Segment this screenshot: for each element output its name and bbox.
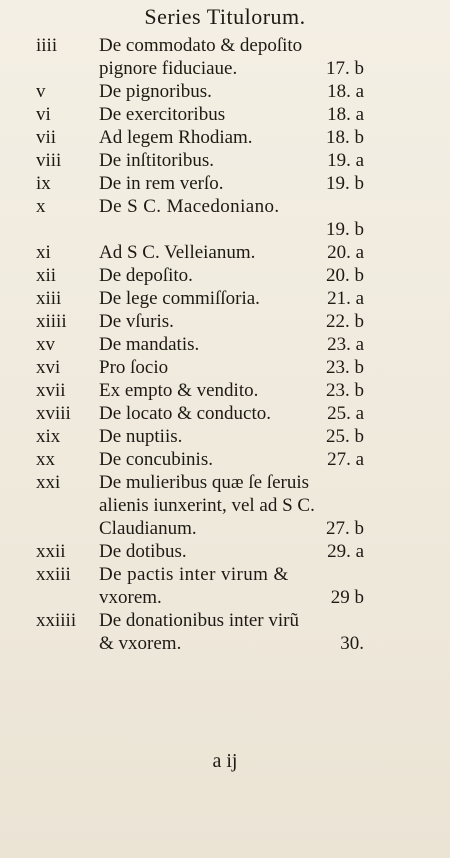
entry-title: Ex empto & vendito. bbox=[99, 380, 259, 401]
toc-row bbox=[0, 632, 450, 655]
entry-title: De mandatis. bbox=[99, 334, 200, 355]
entry-title: De lege commiſſoria. bbox=[99, 288, 260, 309]
toc-row bbox=[0, 103, 450, 126]
entry-page: 23. a bbox=[327, 334, 364, 355]
entry-number: xiiii bbox=[36, 311, 67, 332]
entry-title: De dotibus. bbox=[99, 541, 187, 562]
entry-number: xx bbox=[36, 449, 55, 470]
toc-row bbox=[0, 310, 450, 333]
entry-page: 27. a bbox=[327, 449, 364, 470]
entry-title: De depoſito. bbox=[99, 265, 193, 286]
entry-number: xviii bbox=[36, 403, 71, 424]
toc-row bbox=[0, 356, 450, 379]
entry-number: xvii bbox=[36, 380, 66, 401]
entry-title: De concubinis. bbox=[99, 449, 213, 470]
entry-number: xxii bbox=[36, 541, 66, 562]
entry-page: 19. a bbox=[327, 150, 364, 171]
entry-number: xxiii bbox=[36, 564, 71, 585]
entry-title: De locato & conducto. bbox=[99, 403, 272, 424]
entry-page: 23. b bbox=[326, 380, 364, 401]
entry-page: 17. b bbox=[326, 58, 364, 79]
entry-title: De donationibus inter virũ bbox=[99, 610, 299, 631]
entry-page: 18. b bbox=[326, 127, 364, 148]
toc-row bbox=[0, 172, 450, 195]
table-of-contents bbox=[0, 34, 450, 655]
entry-title: De in rem verſo. bbox=[99, 173, 224, 194]
entry-number: x bbox=[36, 196, 46, 217]
toc-row bbox=[0, 609, 450, 632]
toc-row bbox=[0, 563, 450, 586]
entry-title: De commodato & depoſito bbox=[99, 35, 303, 56]
entry-number: xxiiii bbox=[36, 610, 77, 631]
toc-row bbox=[0, 34, 450, 57]
entry-title: De inſtitoribus. bbox=[99, 150, 215, 171]
entry-title: De mulieribus quæ ſe ſeruis bbox=[99, 472, 310, 493]
toc-row bbox=[0, 264, 450, 287]
entry-number: viii bbox=[36, 150, 62, 171]
entry-title: Ad legem Rhodiam. bbox=[99, 127, 253, 148]
entry-page: 18. a bbox=[327, 104, 364, 125]
entry-number: xvi bbox=[36, 357, 61, 378]
entry-page: 29 b bbox=[330, 587, 364, 608]
toc-row bbox=[0, 425, 450, 448]
toc-row bbox=[0, 218, 450, 241]
entry-page: 22. b bbox=[326, 311, 364, 332]
entry-number: v bbox=[36, 81, 46, 102]
entry-number: iiii bbox=[36, 35, 58, 56]
entry-page: 29. a bbox=[327, 541, 364, 562]
toc-row bbox=[0, 586, 450, 609]
toc-row bbox=[0, 57, 450, 80]
signature-mark: a ij bbox=[212, 750, 238, 772]
entry-page: 19. b bbox=[326, 219, 364, 240]
toc-row bbox=[0, 241, 450, 264]
entry-page: 30. bbox=[340, 633, 364, 654]
entry-number: xix bbox=[36, 426, 61, 447]
running-header: Series Titulorum. bbox=[144, 4, 306, 29]
toc-row bbox=[0, 471, 450, 494]
toc-row bbox=[0, 379, 450, 402]
toc-row bbox=[0, 517, 450, 540]
entry-title: & vxorem. bbox=[99, 633, 182, 654]
entry-number: vi bbox=[36, 104, 51, 125]
toc-row bbox=[0, 80, 450, 103]
entry-title: Claudianum. bbox=[99, 518, 197, 539]
toc-row bbox=[0, 126, 450, 149]
toc-row bbox=[0, 448, 450, 471]
entry-title: De vſuris. bbox=[99, 311, 174, 332]
entry-number: xxi bbox=[36, 472, 61, 493]
entry-number: xv bbox=[36, 334, 55, 355]
entry-page: 20. b bbox=[326, 265, 364, 286]
toc-row bbox=[0, 540, 450, 563]
toc-row bbox=[0, 195, 450, 218]
entry-page: 25. b bbox=[326, 426, 364, 447]
toc-row bbox=[0, 402, 450, 425]
entry-title: De exercitoribus bbox=[99, 104, 226, 125]
entry-page: 19. b bbox=[326, 173, 364, 194]
toc-row bbox=[0, 287, 450, 310]
toc-row bbox=[0, 149, 450, 172]
toc-row bbox=[0, 333, 450, 356]
entry-number: ix bbox=[36, 173, 51, 194]
entry-title: De S C. Macedoniano. bbox=[99, 196, 280, 217]
entry-number: xi bbox=[36, 242, 51, 263]
entry-page: 27. b bbox=[326, 518, 364, 539]
entry-title: De pignoribus. bbox=[99, 81, 212, 102]
toc-row bbox=[0, 494, 450, 517]
entry-number: vii bbox=[36, 127, 57, 148]
entry-page: 20. a bbox=[327, 242, 364, 263]
entry-page: 23. b bbox=[326, 357, 364, 378]
entry-title: De nuptiis. bbox=[99, 426, 183, 447]
entry-title: De pactis inter virum & bbox=[99, 564, 289, 585]
entry-title: Ad S C. Velleianum. bbox=[99, 242, 256, 263]
entry-page: 25. a bbox=[327, 403, 364, 424]
entry-number: xii bbox=[36, 265, 57, 286]
entry-number: xiii bbox=[36, 288, 62, 309]
entry-title: pignore fiduciaue. bbox=[99, 58, 238, 79]
entry-title: alienis iunxerint, vel ad S C. bbox=[99, 495, 315, 516]
entry-page: 18. a bbox=[327, 81, 364, 102]
entry-title: Pro ſocio bbox=[99, 357, 169, 378]
entry-title: vxorem. bbox=[99, 587, 162, 608]
entry-page: 21. a bbox=[327, 288, 364, 309]
